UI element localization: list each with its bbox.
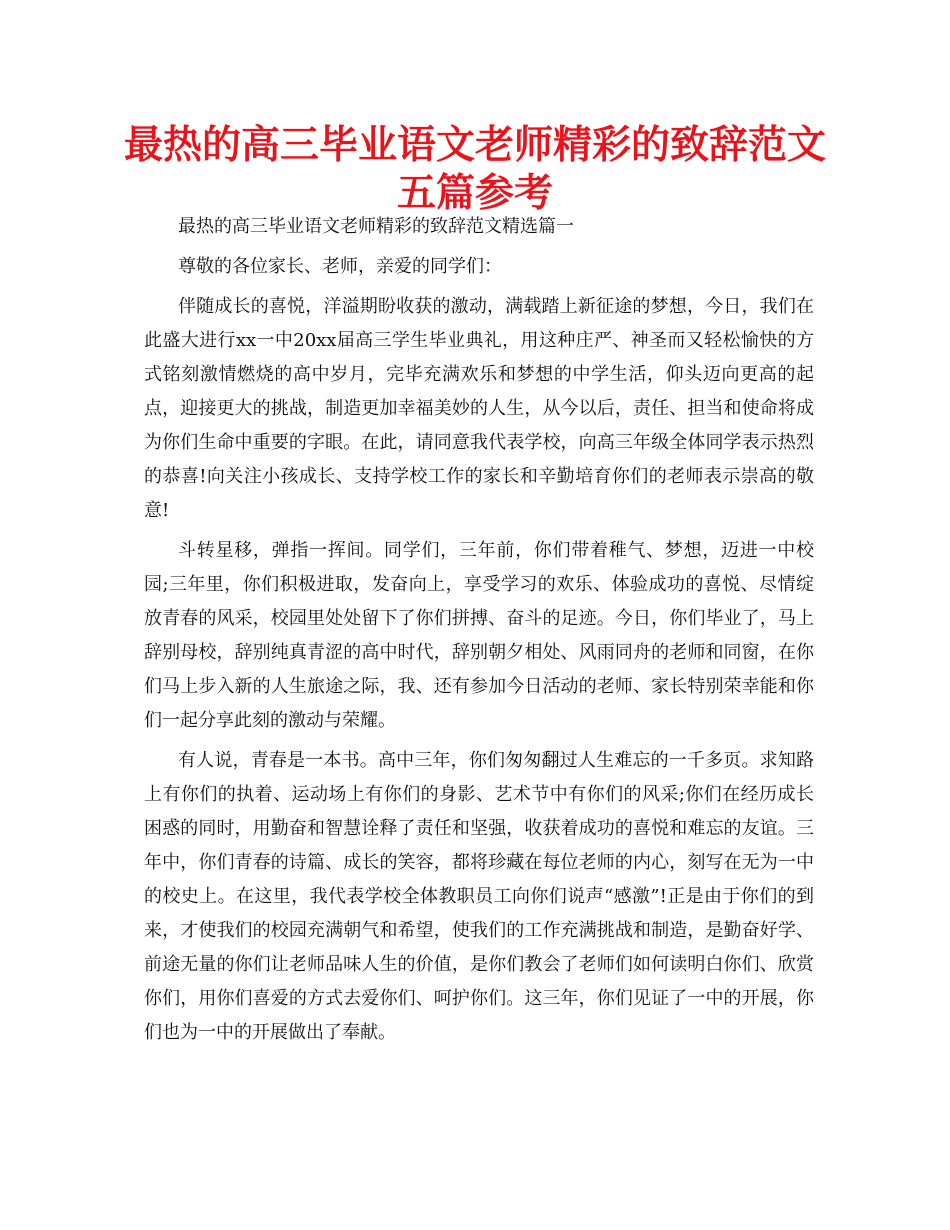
body-paragraph: 有人说，青春是一本书。高中三年，你们匆匆翻过人生难忘的一千多页。求知路上有你们的执着、运动场上有你们的身影、艺术节中有你们的风采;你们在经历成长困惑的同时，用勤奋和智慧诠释了责任和坚强，收获着成功的喜悦和难忘的友谊。三年中，你们青春的诗篇、成长的笑容，都将珍藏在每位老师的内心，刻写在无为一中的校史上。在这里，我代表学校全体教职员工向你们说声“感激”!正是由于你们的到来，才使我们的校园充满朝气和希望，使我们的工作充满挑战和制造，是勤奋好学、前途无量的你们让老师品味人生的价值，是你们教会了老师们如何读明白你们、欣赏你们，用你们喜爱的方式去爱你们、呵护你们。这三年，你们见证了一中的开展，你们也为一中的开展做出了奉献。: [144, 750, 814, 1043]
body-paragraph: 斗转星移，弹指一挥间。同学们，三年前，你们带着稚气、梦想，迈进一中校园;三年里，你们积极进取，发奋向上，享受学习的欢乐、体验成功的喜悦、尽情绽放青春的风采，校园里处处留下了你们拼搏、奋斗的足迹。今日，你们毕业了，马上辞别母校，辞别纯真青涩的高中时代，辞别朝夕相处、风雨同舟的老师和同窗，在你们马上步入新的人生旅途之际，我、还有参加今日活动的老师、家长特别荣幸能和你们一起分享此刻的激动与荣耀。: [144, 540, 814, 731]
document-title: 最热的高三毕业语文老师精彩的致辞范文五篇参考: [123, 123, 826, 216]
body-paragraph: 伴随成长的喜悦，洋溢期盼收获的激动，满载踏上新征途的梦想，今日，我们在此盛大进行xx一中20xx届高三学生毕业典礼，用这种庄严、神圣而又轻松愉快的方式铭刻激情燃烧的高中岁月，完毕充满欢乐和梦想的中学生活，仰头迈向更高的起点，迎接更大的挑战，制造更加幸福美妙的人生，从今以后，责任、担当和使命将成为你们生命中重要的字眼。在此，请同意我代表学校，向高三年级全体同学表示热烈的恭喜!向关注小孩成长、支持学校工作的家长和辛勤培育你们的老师表示崇高的敬意!: [144, 296, 814, 521]
section-heading: 最热的高三毕业语文老师精彩的致辞范文精选篇一: [178, 216, 574, 237]
salutation: 尊敬的各位家长、老师，亲爱的同学们：: [178, 256, 502, 277]
document-body: [144, 210, 814, 1056]
